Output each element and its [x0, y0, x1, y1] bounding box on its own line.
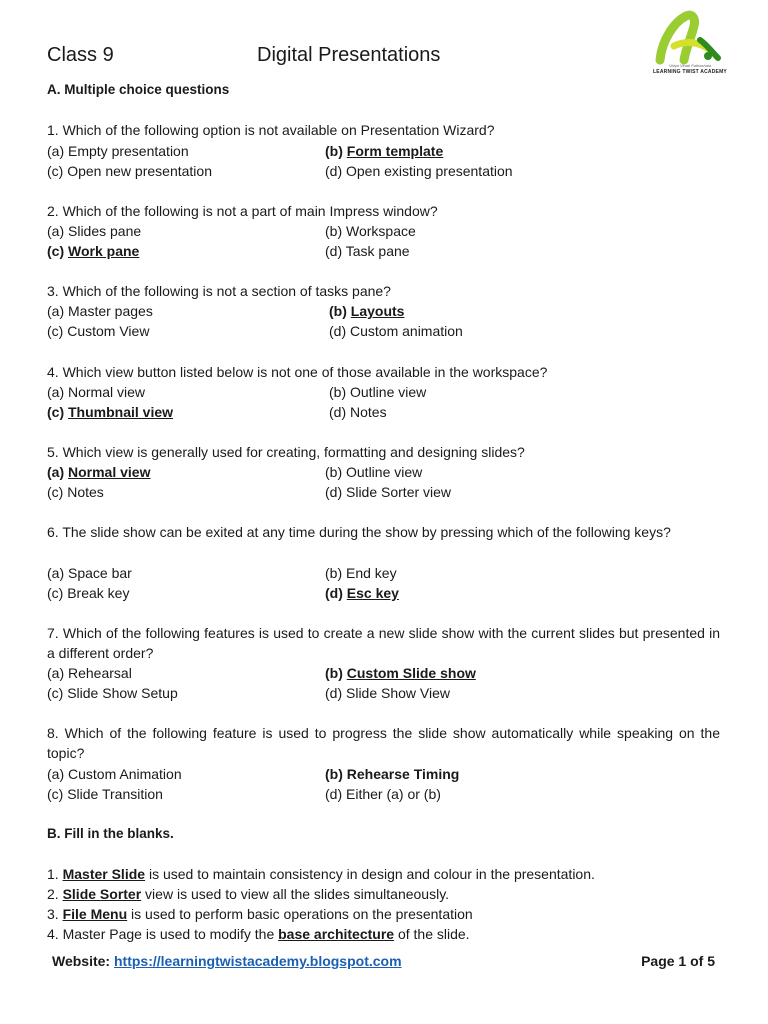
q5-row-1	[47, 462, 720, 482]
q6-option-c: (c) Break key	[47, 585, 130, 601]
q5-row-2	[47, 482, 720, 502]
q3-option-b	[329, 301, 404, 321]
fill-item-2	[47, 884, 720, 904]
fill-1-number: 1.	[47, 866, 63, 882]
q7-option-b-prefix: (b)	[325, 665, 347, 681]
q8-answer: (b) Rehearse Timing	[325, 766, 460, 782]
q5-answer: Normal view	[68, 464, 151, 480]
q2-option-b: (b) Workspace	[325, 223, 416, 239]
q5-option-a-prefix: (a)	[47, 464, 68, 480]
q1-option-d: (d) Open existing presentation	[325, 163, 513, 179]
q1-option-b	[325, 141, 443, 161]
q4-row-2	[47, 402, 720, 422]
fill-4-answer: base architecture	[278, 926, 395, 942]
q1-answer: Form template	[346, 143, 444, 159]
fill-3-text: is used to perform basic operations on the presentation	[127, 906, 473, 922]
fill-4-text: of the slide.	[394, 926, 470, 942]
fill-item-3	[47, 904, 720, 924]
q4-option-b: (b) Outline view	[329, 384, 427, 400]
q3-row-2	[47, 321, 720, 341]
q4-row-1	[47, 382, 720, 402]
q8-option-d: (d) Either (a) or (b)	[325, 786, 441, 802]
q2-row-1	[47, 221, 720, 241]
q1-row-1	[47, 141, 720, 161]
q2-option-a: (a) Slides pane	[47, 223, 142, 239]
q6-option-a: (a) Space bar	[47, 565, 132, 581]
q4-option-a: (a) Normal view	[47, 384, 146, 400]
fill-1-text: is used to maintain consistency in design and colour in the presentation.	[145, 866, 595, 882]
q8-row-2	[47, 784, 720, 804]
website-link[interactable]: https://learningtwistacademy.blogspot.com	[113, 953, 402, 969]
q2-option-c	[47, 243, 139, 259]
fill-4-text-before: 4. Master Page is used to modify the	[47, 926, 279, 942]
q7-row-2	[47, 683, 720, 703]
q4-option-d: (d) Notes	[329, 404, 387, 420]
q1-option-b-prefix: (b)	[325, 143, 347, 159]
q1-option-c: (c) Open new presentation	[47, 163, 212, 179]
section-b-heading: B. Fill in the blanks.	[47, 826, 174, 841]
q6-row-2	[47, 583, 720, 603]
q5-option-c: (c) Notes	[47, 484, 104, 500]
q8-option-c: (c) Slide Transition	[47, 786, 163, 802]
question-4: 4. Which view button listed below is not one of those available in the workspace?	[47, 364, 548, 380]
q7-answer: Custom Slide show	[346, 665, 476, 681]
class-label: Class 9	[47, 44, 114, 66]
fill-3-answer: File Menu	[62, 906, 128, 922]
q6-row-1	[47, 563, 720, 583]
q7-option-c: (c) Slide Show Setup	[47, 685, 178, 701]
q7-row-1	[47, 663, 720, 683]
question-6: 6. The slide show can be exited at any time during the show by pressing which of the following keys?	[47, 524, 671, 540]
fill-item-4	[47, 924, 720, 944]
fill-item-1	[47, 864, 720, 884]
q4-option-c	[47, 404, 173, 420]
fill-3-number: 3.	[47, 906, 63, 922]
q1-row-2	[47, 161, 720, 181]
question-7: 7. Which of the following features is used to create a new slide show with the current slides but presented in a different order?	[47, 625, 720, 661]
q7-option-b	[325, 663, 476, 683]
fill-1-answer: Master Slide	[62, 866, 146, 882]
q5-option-b: (b) Outline view	[325, 464, 423, 480]
page-title: Digital Presentations	[257, 44, 441, 66]
page-number: Page 1 of 5	[641, 953, 715, 969]
website-label: Website:	[52, 953, 114, 969]
question-3: 3. Which of the following is not a section of tasks pane?	[47, 283, 391, 299]
q7-option-d: (d) Slide Show View	[325, 685, 451, 701]
section-a-heading: A. Multiple choice questions	[47, 82, 230, 97]
q6-option-b: (b) End key	[325, 565, 397, 581]
question-2: 2. Which of the following is not a part of main Impress window?	[47, 203, 438, 219]
q1-option-a: (a) Empty presentation	[47, 143, 189, 159]
question-5: 5. Which view is generally used for creating, formatting and designing slides?	[47, 444, 525, 460]
q6-option-d-prefix: (d)	[325, 585, 347, 601]
fill-2-number: 2.	[47, 886, 63, 902]
q6-option-d	[325, 583, 399, 603]
q3-option-a: (a) Master pages	[47, 303, 153, 319]
logo-mark-icon	[640, 10, 740, 66]
fill-2-text: view is used to view all the slides simultaneously.	[141, 886, 450, 902]
q3-option-b-prefix: (b)	[329, 303, 351, 319]
q3-answer: Layouts	[350, 303, 405, 319]
page-footer	[52, 953, 715, 973]
logo-tagline: Vidya Vinati Pathashala	[668, 63, 712, 68]
q4-option-c-prefix: (c)	[47, 404, 68, 420]
q7-option-a: (a) Rehearsal	[47, 665, 132, 681]
q2-answer: Work pane	[68, 243, 140, 259]
q8-option-a: (a) Custom Animation	[47, 766, 182, 782]
q2-option-d: (d) Task pane	[325, 243, 410, 259]
q5-option-d: (d) Slide Sorter view	[325, 484, 452, 500]
q6-answer: Esc key	[346, 585, 399, 601]
q2-row-2	[47, 241, 720, 261]
q5-option-a	[47, 464, 150, 480]
q3-option-d: (d) Custom animation	[329, 323, 463, 339]
q4-answer: Thumbnail view	[68, 404, 174, 420]
fill-2-answer: Slide Sorter	[62, 886, 142, 902]
question-1: 1. Which of the following option is not available on Presentation Wizard?	[47, 122, 495, 138]
q3-row-1	[47, 301, 720, 321]
q3-option-c: (c) Custom View	[47, 323, 150, 339]
logo-name: LEARNING TWIST ACADEMY	[653, 69, 727, 75]
question-8: 8. Which of the following feature is used to progress the slide show automatically while speaking on the topic?	[47, 725, 720, 761]
q8-row-1	[47, 764, 720, 784]
academy-logo	[640, 10, 740, 84]
page-header	[47, 44, 607, 74]
q2-option-c-prefix: (c)	[47, 243, 68, 259]
